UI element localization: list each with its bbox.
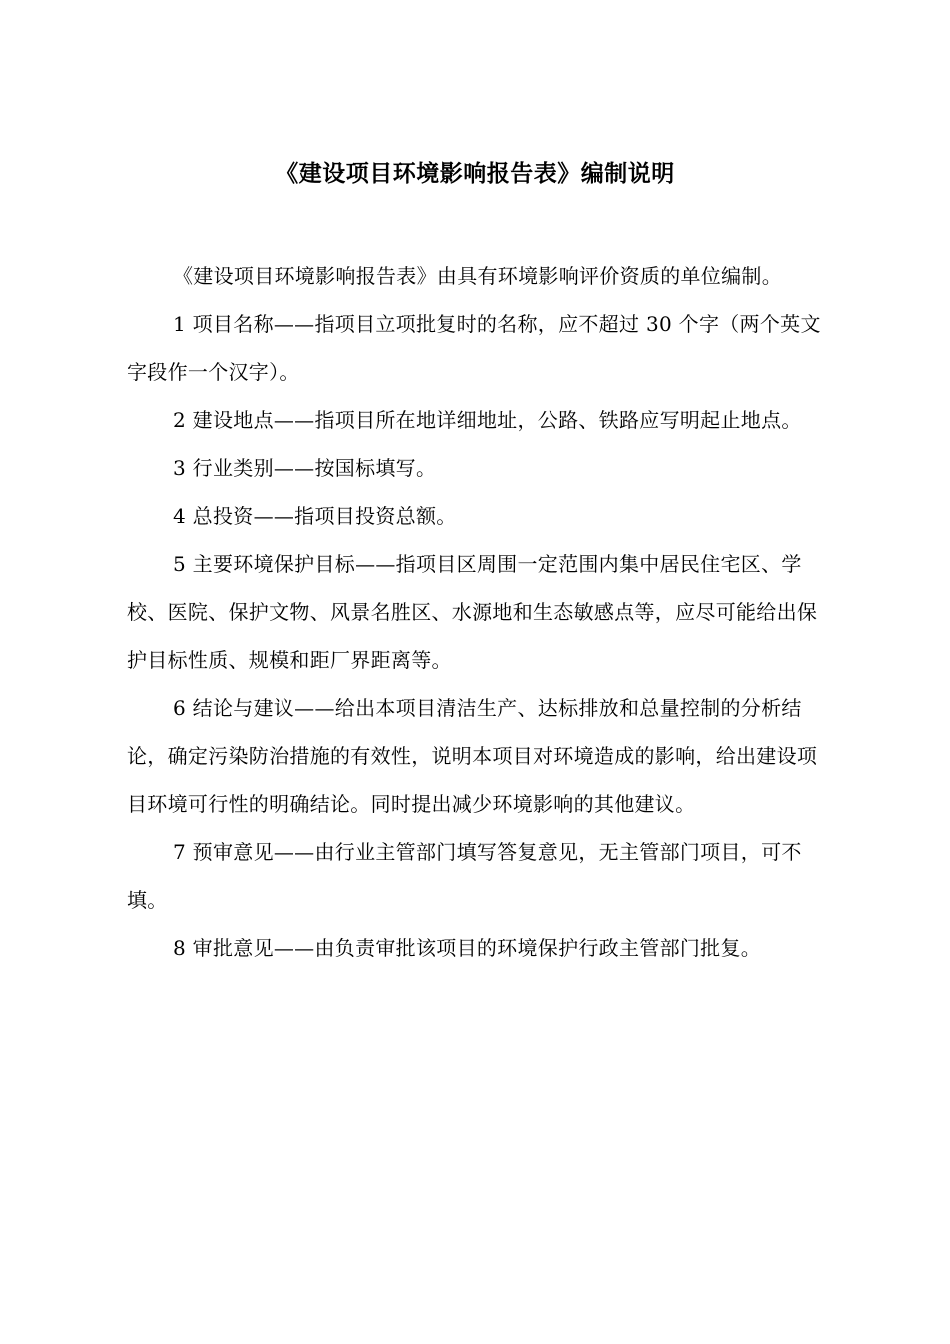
paragraph-protection-targets: 5 主要环境保护目标——指项目区周围一定范围内集中居民住宅区、学校、医院、保护文物、风景名胜区、水源地和生态敏感点等，应尽可能给出保护目标性质、规模和距厂界距离等。 bbox=[127, 552, 818, 672]
paragraph-total-investment: 4 总投资——指项目投资总额。 bbox=[173, 504, 457, 528]
document-body bbox=[127, 252, 837, 972]
paragraph-intro: 《建设项目环境影响报告表》由具有环境影响评价资质的单位编制。 bbox=[173, 264, 782, 288]
document-title: 《建设项目环境影响报告表》编制说明 bbox=[275, 160, 675, 187]
paragraph-preliminary-review: 7 预审意见——由行业主管部门填写答复意见，无主管部门项目，可不填。 bbox=[127, 840, 802, 912]
paragraph-approval: 8 审批意见——由负责审批该项目的环境保护行政主管部门批复。 bbox=[173, 936, 762, 960]
paragraph-conclusions: 6 结论与建议——给出本项目清洁生产、达标排放和总量控制的分析结论，确定污染防治措施的有效性，说明本项目对环境造成的影响，给出建设项目环境可行性的明确结论。同时提出减少环境影响的其他建议。 bbox=[127, 696, 818, 816]
paragraph-project-name: 1 项目名称——指项目立项批复时的名称，应不超过 30 个字（两个英文字段作一个汉字）。 bbox=[127, 312, 821, 384]
paragraph-construction-site: 2 建设地点——指项目所在地详细地址，公路、铁路应写明起止地点。 bbox=[173, 408, 802, 432]
paragraph-industry-category: 3 行业类别——按国标填写。 bbox=[173, 456, 437, 480]
